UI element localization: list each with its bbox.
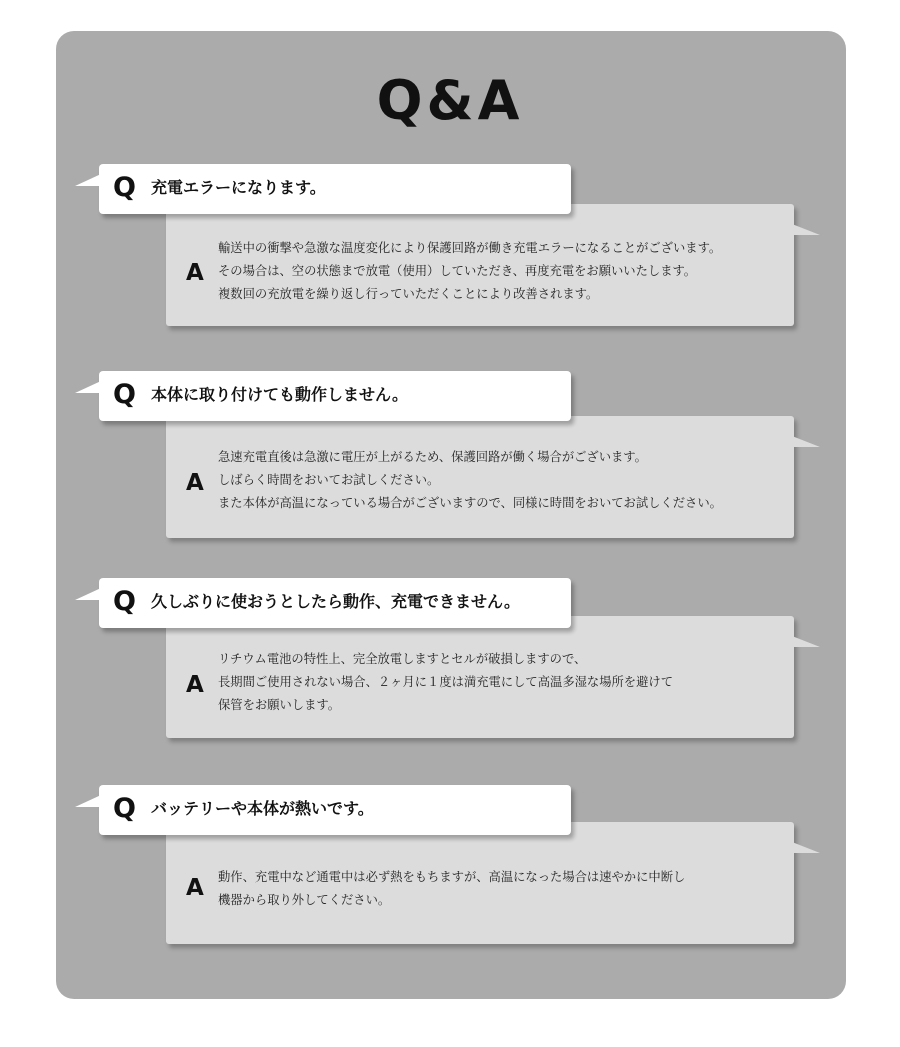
question-bubble-tail xyxy=(75,588,101,600)
question-bubble-3 xyxy=(99,578,571,628)
answer-mark: A xyxy=(186,260,204,286)
question-bubble-tail xyxy=(75,174,101,186)
answer-line: 輸送中の衝撃や急激な温度変化により保護回路が働き充電エラーになることがございます。 xyxy=(218,241,722,255)
question-bubble-4 xyxy=(99,785,571,835)
answer-line: リチウム電池の特性上、完全放電しますとセルが破損しますので、 xyxy=(218,652,587,666)
answer-bubble-tail xyxy=(792,842,820,853)
question-bubble-1 xyxy=(99,164,571,214)
answer-bubble-1 xyxy=(166,204,794,326)
answer-line: しばらく時間をおいてお試しください。 xyxy=(218,473,440,487)
answer-line: 機器から取り外してください。 xyxy=(218,893,391,907)
answer-bubble-tail xyxy=(792,636,820,647)
answer-line: 複数回の充放電を繰り返し行っていただくことにより改善されます。 xyxy=(218,287,599,301)
answer-mark: A xyxy=(186,875,204,901)
page-title: Q&A xyxy=(376,69,524,132)
question-text: 久しぶりに使おうとしたら動作、充電できません。 xyxy=(151,592,520,611)
question-mark: Q xyxy=(113,379,136,410)
question-text: 充電エラーになります。 xyxy=(151,178,326,197)
question-text: 本体に取り付けても動作しません。 xyxy=(151,385,408,404)
answer-line: 動作、充電中など通電中は必ず熱をもちますが、高温になった場合は速やかに中断し xyxy=(218,870,686,884)
question-mark: Q xyxy=(113,793,136,824)
question-bubble-2 xyxy=(99,371,571,421)
answer-line: また本体が高温になっている場合がございますので、同様に時間をおいてお試しください。 xyxy=(218,496,722,510)
answer-text xyxy=(218,866,685,912)
question-bubble-tail xyxy=(75,795,101,807)
answer-bubble-2 xyxy=(166,416,794,538)
question-text: バッテリーや本体が熱いです。 xyxy=(151,799,374,818)
answer-bubble-tail xyxy=(792,224,820,235)
question-mark: Q xyxy=(113,586,136,617)
answer-line: 急速充電直後は急激に電圧が上がるため、保護回路が働く場合がございます。 xyxy=(218,450,647,464)
answer-mark: A xyxy=(186,470,204,496)
answer-line: その場合は、空の状態まで放電（使用）していただき、再度充電をお願いいたします。 xyxy=(218,264,697,278)
answer-mark: A xyxy=(186,672,204,698)
answer-line: 長期間ご使用されない場合、２ヶ月に１度は満充電にして高温多湿な場所を避けて xyxy=(218,675,673,689)
answer-text xyxy=(218,237,721,306)
answer-text xyxy=(218,648,673,717)
answer-bubble-3 xyxy=(166,616,794,738)
answer-text xyxy=(218,446,722,515)
question-bubble-tail xyxy=(75,381,101,393)
answer-bubble-tail xyxy=(792,436,820,447)
question-mark: Q xyxy=(113,172,136,203)
answer-line: 保管をお願いします。 xyxy=(218,698,340,712)
answer-bubble-4 xyxy=(166,822,794,944)
